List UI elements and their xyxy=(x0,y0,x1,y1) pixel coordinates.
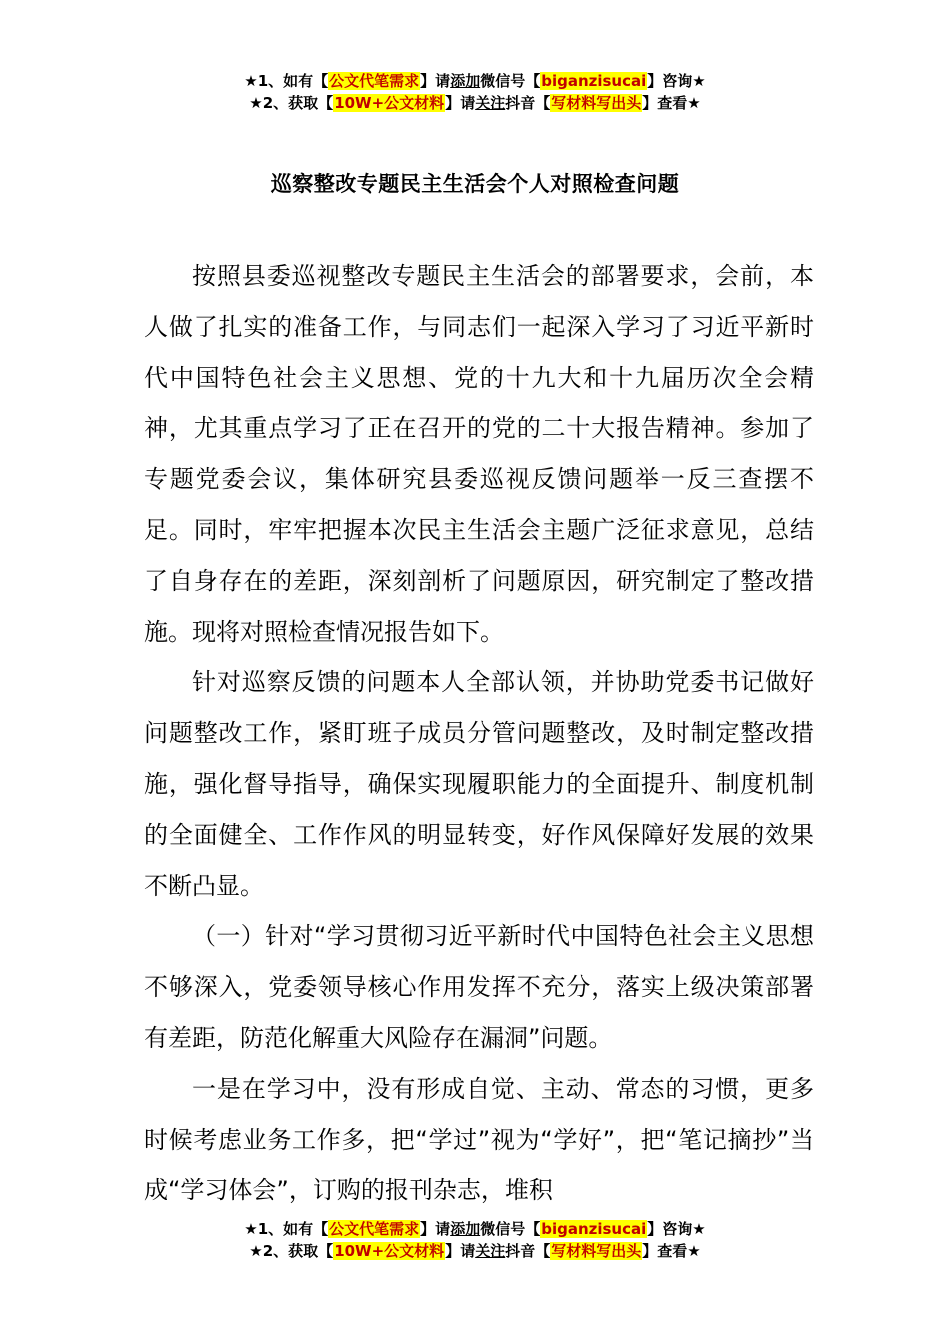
promo-text: ★1、如有【 xyxy=(244,1220,329,1238)
promo-highlight: 10W+公文材料 xyxy=(334,1242,445,1260)
promo-text: 】请 xyxy=(445,1242,476,1260)
document-body xyxy=(144,251,814,1216)
promo-text: 】请 xyxy=(420,1220,451,1238)
promo-line-2 xyxy=(0,1240,950,1262)
promo-underline: 添加 xyxy=(450,1220,481,1238)
document-title: 巡察整改专题民主生活会个人对照检查问题 xyxy=(270,172,680,196)
promo-highlight: biganzisucai xyxy=(541,1220,647,1238)
promo-text: ★2、获取【 xyxy=(249,1242,334,1260)
promo-line-2 xyxy=(0,92,950,114)
promo-highlight: 公文代笔需求 xyxy=(329,1220,420,1238)
promo-underline: 关注 xyxy=(475,94,506,112)
promo-underline: 关注 xyxy=(475,1242,506,1260)
promo-text: 微信号【 xyxy=(480,1220,541,1238)
promo-underline: 添加 xyxy=(450,72,481,90)
promo-highlight: 公文代笔需求 xyxy=(329,72,420,90)
promo-highlight: 写材料写出头 xyxy=(551,94,642,112)
promo-banner-top xyxy=(0,70,950,114)
promo-text: 】查看★ xyxy=(642,1242,701,1260)
promo-text: ★1、如有【 xyxy=(244,72,329,90)
promo-line-1 xyxy=(0,1218,950,1240)
promo-text: 】请 xyxy=(445,94,476,112)
promo-highlight: 写材料写出头 xyxy=(551,1242,642,1260)
body-paragraph: 针对巡察反馈的问题本人全部认领，并协助党委书记做好问题整改工作，紧盯班子成员分管问题整改，及时制定整改措施，强化督导指导，确保实现履职能力的全面提升、制度机制的全面健全、工作作风的明显转变，好作风保障好发展的效果不断凸显。 xyxy=(144,668,814,900)
body-paragraph: 一是在学习中，没有形成自觉、主动、常态的习惯，更多时候考虑业务工作多，把“学过”视为“学好”，把“笔记摘抄”当成“学习体会”，订购的报刊杂志，堆积 xyxy=(144,1074,814,1205)
body-paragraph: 按照县委巡视整改专题民主生活会的部署要求，会前，本人做了扎实的准备工作，与同志们一起深入学习了习近平新时代中国特色社会主义思想、党的十九大和十九届历次全会精神，尤其重点学习了正在召开的党的二十大报告精神。参加了专题党委会议，集体研究县委巡视反馈问题举一反三查摆不足。同时，牢牢把握本次民主生活会主题广泛征求意见，总结了自身存在的差距，深刻剖析了问题原因，研究制定了整改措施。现将对照检查情况报告如下。 xyxy=(144,262,814,646)
promo-text: ★2、获取【 xyxy=(249,94,334,112)
promo-text: 】咨询★ xyxy=(647,72,706,90)
promo-text: 抖音【 xyxy=(505,94,551,112)
body-paragraph: （一）针对“学习贯彻习近平新时代中国特色社会主义思想不够深入，党委领导核心作用发挥不充分，落实上级决策部署有差距，防范化解重大风险存在漏洞”问题。 xyxy=(144,922,814,1052)
promo-line-1 xyxy=(0,70,950,92)
promo-highlight: biganzisucai xyxy=(541,72,647,90)
promo-text: 】请 xyxy=(420,72,451,90)
promo-text: 】查看★ xyxy=(642,94,701,112)
promo-highlight: 10W+公文材料 xyxy=(334,94,445,112)
promo-text: 】咨询★ xyxy=(647,1220,706,1238)
promo-banner-bottom xyxy=(0,1218,950,1262)
promo-text: 微信号【 xyxy=(480,72,541,90)
promo-text: 抖音【 xyxy=(505,1242,551,1260)
